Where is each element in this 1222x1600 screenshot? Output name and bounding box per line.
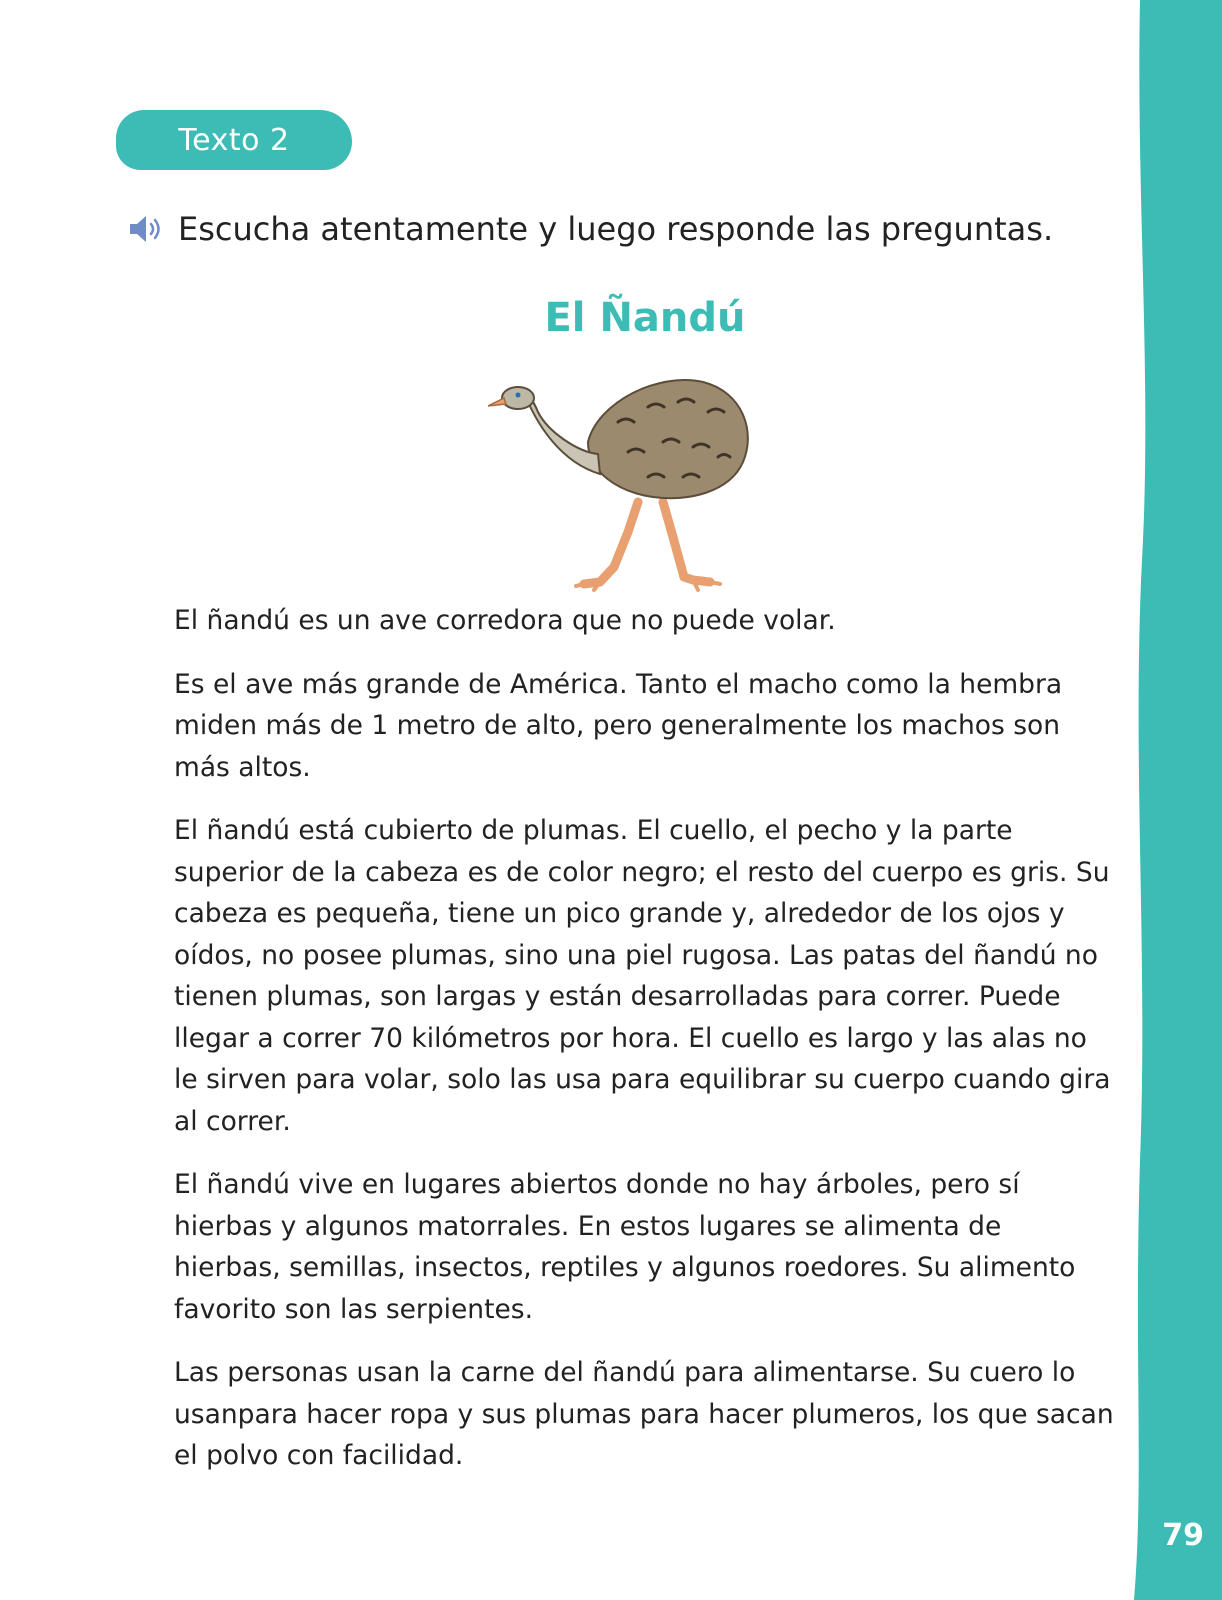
article-body [174,600,1116,1499]
side-band [1122,0,1222,1600]
section-badge [116,110,352,170]
instruction-text: Escucha atentamente y luego responde las preguntas. [178,210,1054,248]
instruction [128,210,1053,248]
speaker-icon[interactable] [128,213,168,245]
section-badge-label: Texto 2 [178,122,290,158]
article-title: El Ñandú [544,295,746,341]
paragraph: El ñandú es un ave corredora que no puede volar. [174,605,836,636]
page-number: 79 [1162,1518,1204,1553]
paragraph: El ñandú está cubierto de plumas. El cuello, el pecho y la parte superior de la cabeza es de color negro; el resto del cuerpo es gris. Su cabeza es pequeña, tiene un pico grande y, alrededor de los ojos y oídos, no posee plumas, sino una piel rugosa. Las patas del ñandú no tienen plumas, son largas y están desarrolladas para correr. Puede llegar a correr 70 kilómetros por hora. El cuello es largo y las alas no le sirven para volar, solo las usa para equilibrar su cuerpo cuando gira al correr. [174,815,1111,1137]
paragraph: Es el ave más grande de América. Tanto el macho como la hembra miden más de 1 metro de alto, pero generalmente los machos son más altos. [174,668,1063,783]
rhea-bird-illustration [488,362,768,602]
paragraph: Las personas usan la carne del ñandú para alimentarse. Su cuero lo usanpara hacer ropa y sus plumas para hacer plumeros, los que sacan el polvo con facilidad. [174,1357,1114,1471]
paragraph: El ñandú vive en lugares abiertos donde no hay árboles, pero sí hierbas y algunos matorrales. En estos lugares se alimenta de hierbas, semillas, insectos, reptiles y algunos roedores. Su alimento favorito son las serpientes. [174,1169,1076,1325]
